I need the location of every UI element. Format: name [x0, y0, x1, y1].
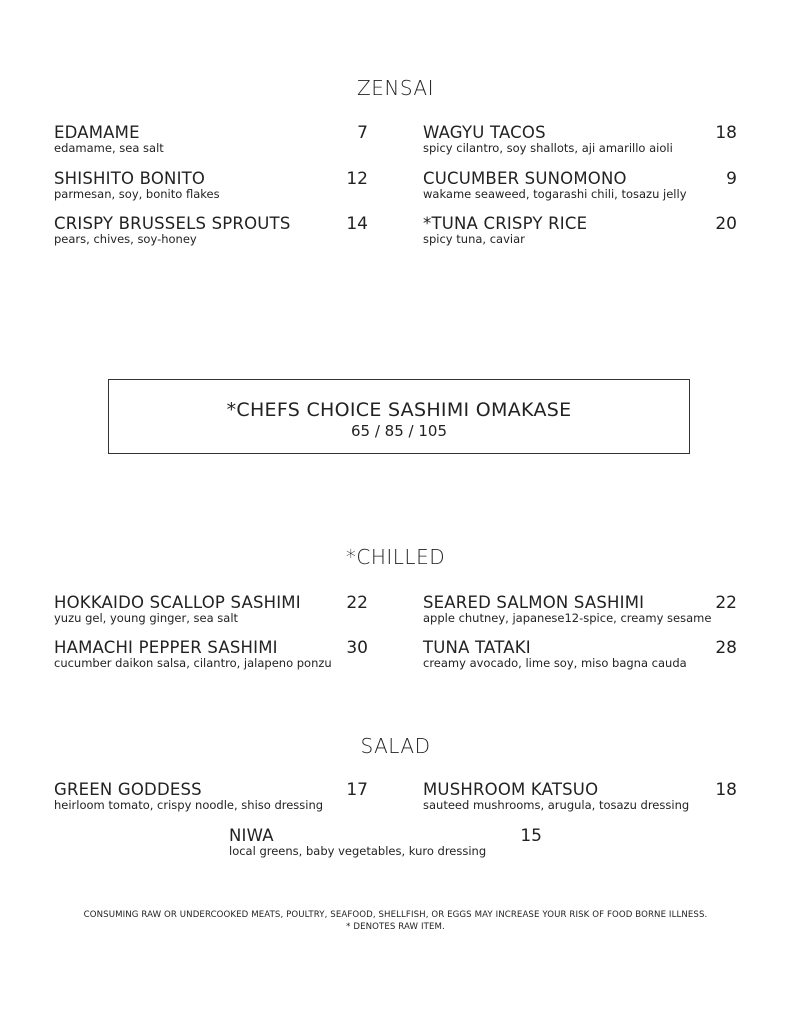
item-description: sauteed mushrooms, arugula, tosazu dressing [423, 798, 690, 812]
item-name: HOKKAIDO SCALLOP SASHIMI [54, 593, 301, 612]
item-price: 9 [726, 169, 737, 189]
menu-item-crispy-brussels-sprouts [54, 215, 368, 246]
section-title-zensai: ZENSAI [357, 76, 434, 100]
item-description: wakame seaweed, togarashi chili, tosazu jelly [423, 187, 687, 201]
item-price: 28 [715, 638, 737, 658]
item-description: creamy avocado, lime soy, miso bagna cauda [423, 656, 687, 670]
item-name: NIWA [229, 826, 274, 845]
item-description: parmesan, soy, bonito flakes [54, 187, 220, 201]
item-name: HAMACHI PEPPER SASHIMI [54, 638, 278, 657]
item-price: 17 [346, 780, 368, 800]
item-description: apple chutney, japanese12-spice, creamy sesame [423, 611, 712, 625]
item-price: 22 [715, 593, 737, 613]
item-name: SEARED SALMON SASHIMI [423, 593, 645, 612]
item-description: local greens, baby vegetables, kuro dressing [229, 844, 487, 858]
item-name: CUCUMBER SUNOMONO [423, 169, 627, 188]
menu-item-mushroom-katsuo [423, 781, 737, 812]
item-price: 14 [346, 214, 368, 234]
item-price: 15 [520, 826, 542, 846]
omakase-prices: 65 / 85 / 105 [351, 422, 447, 440]
menu-item-shishito-bonito [54, 170, 368, 201]
item-description: spicy tuna, caviar [423, 232, 525, 246]
footer-raw-note: * DENOTES RAW ITEM. [346, 922, 445, 932]
item-description: cucumber daikon salsa, cilantro, jalapeno ponzu [54, 656, 332, 670]
item-description: yuzu gel, young ginger, sea salt [54, 611, 239, 625]
item-description: edamame, sea salt [54, 141, 164, 155]
item-name: *TUNA CRISPY RICE [423, 214, 588, 233]
menu-item-cucumber-sunomono [423, 170, 737, 201]
section-title-salad: SALAD [360, 734, 431, 758]
menu-item-seared-salmon-sashimi [423, 594, 737, 625]
item-price: 18 [715, 780, 737, 800]
item-name: MUSHROOM KATSUO [423, 780, 599, 799]
item-name: WAGYU TACOS [423, 123, 546, 142]
footer-warning: CONSUMING RAW OR UNDERCOOKED MEATS, POULTRY, SEAFOOD, SHELLFISH, OR EGGS MAY INCREASE YOUR RISK OF FOOD BORNE ILLNESS. [83, 910, 708, 920]
item-name: GREEN GODDESS [54, 780, 202, 799]
section-title-chilled: *CHILLED [345, 545, 446, 569]
menu-item-green-goddess [54, 781, 368, 812]
item-name: TUNA TATAKI [423, 638, 531, 657]
item-price: 20 [715, 214, 737, 234]
item-name: CRISPY BRUSSELS SPROUTS [54, 214, 291, 233]
menu-item-tuna-crispy-rice [423, 215, 737, 246]
item-price: 12 [346, 169, 368, 189]
item-description: heirloom tomato, crispy noodle, shiso dressing [54, 798, 324, 812]
item-name: SHISHITO BONITO [54, 169, 206, 188]
item-price: 7 [357, 123, 368, 143]
omakase-title: *CHEFS CHOICE SASHIMI OMAKASE [226, 399, 572, 421]
item-description: spicy cilantro, soy shallots, aji amarillo aioli [423, 141, 673, 155]
menu-item-hamachi-pepper-sashimi [54, 639, 368, 670]
footer-disclaimer [0, 909, 791, 933]
item-description: pears, chives, soy-honey [54, 232, 197, 246]
item-price: 30 [346, 638, 368, 658]
item-name: EDAMAME [54, 123, 140, 142]
omakase-box [108, 379, 690, 454]
menu-item-niwa [229, 827, 542, 858]
menu-item-hokkaido-scallop-sashimi [54, 594, 368, 625]
menu-item-edamame [54, 124, 368, 155]
menu-item-tuna-tataki [423, 639, 737, 670]
item-price: 22 [346, 593, 368, 613]
item-price: 18 [715, 123, 737, 143]
menu-item-wagyu-tacos [423, 124, 737, 155]
